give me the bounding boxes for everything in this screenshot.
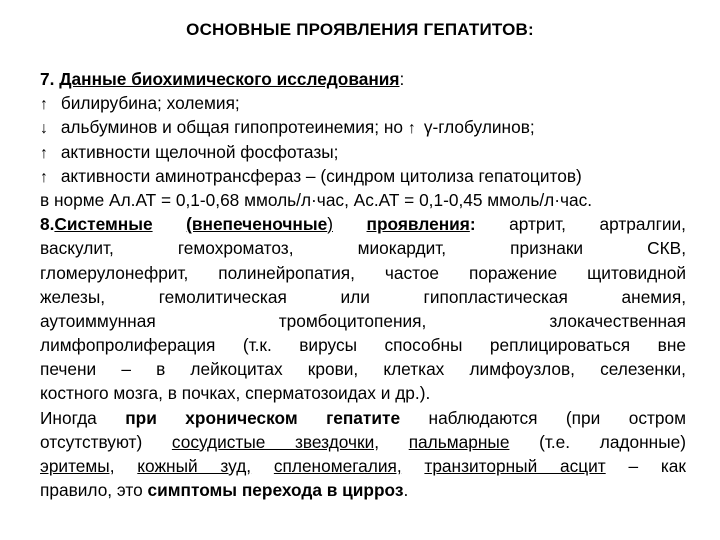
section-8-paren: ) — [327, 214, 333, 235]
chronic-text: Иногда — [40, 407, 97, 428]
text-line: аутоиммунная тромбоцитопения, злокачественная — [40, 310, 686, 331]
arrow-down-icon: ↓ — [40, 120, 48, 138]
section-7-colon: : — [399, 69, 405, 89]
chronic-bold: при хроническом гепатите — [125, 407, 401, 428]
section-7-heading-line — [40, 67, 686, 91]
slide-body — [40, 67, 686, 502]
section-8-number: 8. — [40, 214, 55, 235]
item-alk-phosphatase: активности щелочной фосфотазы; — [60, 141, 339, 162]
list-item — [40, 91, 686, 115]
chronic-underlined: кожный зуд, — [137, 456, 252, 476]
text-line: гломерулонефрит, полинейропатия, частое поражение щитовидной — [40, 262, 686, 283]
text-line: железы, гемолитическая или гипопластическая анемия, — [40, 286, 686, 307]
section-8-heading-3: проявления — [366, 214, 470, 235]
item-bilirubin: билирубина; холемия; — [60, 93, 240, 114]
chronic-line-1 — [40, 406, 686, 430]
section-8-colon: : — [469, 214, 476, 235]
section-8-heading-1: Системные — [54, 214, 153, 235]
section-8-heading-2: (внепеченочные — [186, 214, 328, 235]
chronic-text: наблюдаются (при остром — [428, 407, 686, 428]
item-globulin: γ-глобулинов; — [423, 117, 535, 138]
list-item — [40, 115, 686, 139]
section-8-text: артрит, артралгии, — [509, 214, 686, 235]
text-line: лимфопролиферация (т.к. вирусы способны реплицироваться вне — [40, 335, 686, 356]
list-item — [40, 164, 686, 188]
chronic-underlined: эритемы, — [40, 456, 115, 476]
arrow-up-icon: ↑ — [407, 120, 416, 138]
chronic-text: отсутствуют) — [40, 431, 143, 452]
item-albumin: альбуминов и общая гипопротеинемия; но — [60, 117, 404, 138]
chronic-underlined: транзиторный асцит — [424, 456, 606, 476]
section-7-heading: Данные биохимического исследования — [59, 69, 400, 89]
arrow-up-icon: ↑ — [40, 168, 48, 186]
chronic-text: правило, это — [40, 480, 143, 501]
chronic-bold: симптомы перехода в цирроз — [147, 480, 404, 501]
text-line: костного мозга, в почках, сперматозоидах и др.). — [40, 383, 431, 404]
section-8-heading-line — [40, 212, 686, 236]
slide-title: ОСНОВНЫЕ ПРОЯВЛЕНИЯ ГЕПАТИТОВ: — [186, 20, 534, 39]
chronic-text: (т.е. ладонные) — [539, 431, 686, 452]
text-line: печени – в лейкоцитах крови, клетках лимфоузлов, селезенки, — [40, 359, 686, 380]
item-aminotransferase: активности аминотрансфераз – (синдром цитолиза гепатоцитов) — [60, 165, 582, 186]
section-7-number: 7. — [40, 69, 55, 89]
chronic-line-4 — [40, 478, 686, 502]
text-line: васкулит, гемохроматоз, миокардит, признаки СКВ, — [40, 238, 686, 259]
chronic-period: . — [403, 480, 409, 501]
arrow-up-icon: ↑ — [40, 96, 48, 114]
arrow-up-icon: ↑ — [40, 144, 48, 162]
chronic-underlined: пальмарные — [408, 431, 510, 452]
chronic-underlined: сосудистые звездочки, — [171, 431, 380, 452]
norm-line: в норме Ал.АТ = 0,1-0,68 ммоль/л·час, Ас.АТ = 0,1-0,45 ммоль/л·час. — [40, 189, 593, 210]
chronic-line-2 — [40, 430, 686, 454]
chronic-text: – как — [628, 456, 686, 476]
chronic-underlined: спленомегалия, — [273, 456, 402, 476]
chronic-line-3 — [40, 454, 686, 478]
list-item — [40, 140, 686, 164]
